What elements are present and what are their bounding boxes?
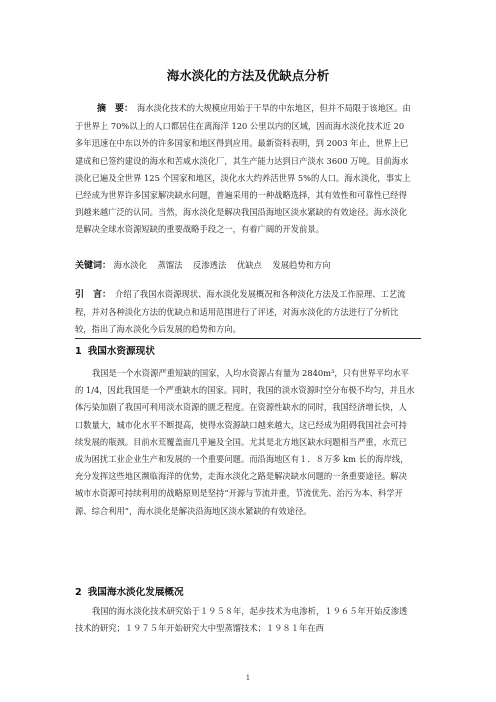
introduction-label: 引 言： <box>75 290 112 300</box>
section-1-number: 1 <box>75 346 82 357</box>
keyword-item: 反渗透法 <box>193 260 227 270</box>
introduction-paragraph <box>75 286 415 339</box>
section-1-body: 我国是一个水资源严重短缺的国家，人均水资源占有量为 2840m³，只有世界平均水平的 1/4，因此我国是一个严重缺水的国家。同时，我国的淡水资源时空分布极不均匀，并且水体污染加剧了我国可利用淡水资源的匮乏程度。在资源性缺水的同时，我国经济增长快，人口数量大，城市化水平不断提高，使得水资源缺口越来越大，这已经成为阻碍我国社会可持续发展的瓶颈。目前水荒覆盖面几乎遍及全国。尤其是北方地区缺水问题相当严重，水荒已成为困扰工业企业生产和发展的一个重要问题。而沿海地区有１．８万多 km 长的海岸线，充分发挥这些地区濒临海洋的优势，走海水淡化之路是解决缺水问题的一条重要途径。解决城市水资源可持续利用的战略原则是坚持“开源与节流并重，节流优先、治污为本、科学开源、综合利用”，海水淡化是解决沿海地区淡水紧缺的有效途径。 <box>75 368 415 516</box>
section-1-title: 我国水资源现状 <box>87 346 155 357</box>
page-number: 1 <box>245 674 251 682</box>
keyword-item: 蒸馏法 <box>157 260 183 270</box>
section-2-body: 我国的海水淡化技术研究始于１９５８年，起步技术为电渗析，１９６５年开始反渗透技术的研究；１９７５年开始研究大中型蒸馏技术；１９８１年在西 <box>75 606 408 634</box>
abstract-paragraph <box>75 100 415 239</box>
keyword-item: 优缺点 <box>236 260 262 270</box>
section-2-title: 我国海水淡化发展概况 <box>87 587 184 598</box>
abstract-text: 海水淡化技术的大规模应用始于干旱的中东地区，但并不局限于该地区。由于世界上 70%以上的人口都居住在离海洋 120 公里以内的区域，因而海水淡化技术近 20 多年迅速在中东以外的许多国家和地区得到应用。最新资料表明，到 2003 年止，世界上已建成和已签约建设的海水和苦咸水淡化厂，其生产能力达到日产淡水 3600 万吨。目前海水淡化已遍及全世界 125 个国家和地区，淡化水大约养活世界 5%的人口。海水淡化，事实上已经成为世界许多国家解决缺水问题，普遍采用的一种战略选择，其有效性和可靠性已经得到越来越广泛的认同。当然，海水淡化是解决我国沿海地区淡水紧缺的有效途径。海水淡化是解决全球水资源短缺的重要战略手段之一，有着广阔的开发前景。 <box>75 103 411 235</box>
keyword-item: 发展趋势和方向 <box>272 260 331 270</box>
keyword-item: 海水淡化 <box>113 260 147 270</box>
page-title: 海水淡化的方法及优缺点分析 <box>166 68 330 83</box>
abstract-label: 摘 要： <box>97 104 134 114</box>
section-2-number: 2 <box>75 587 82 598</box>
keywords-line <box>75 257 415 275</box>
section-2-heading <box>75 584 184 598</box>
section-divider <box>75 338 421 339</box>
section-1-heading <box>75 343 155 357</box>
keywords-label: 关键词： <box>75 261 112 271</box>
introduction-text: 介绍了我国水资源现状、海水淡化发展概况和各种淡化方法及工作原理、工艺流程，并对各种淡化方法的优缺点和适用范围进行了评述，对海水淡化的方法进行了分析比较，指出了海水淡化今后发展的趋势和方向。 <box>75 289 406 335</box>
